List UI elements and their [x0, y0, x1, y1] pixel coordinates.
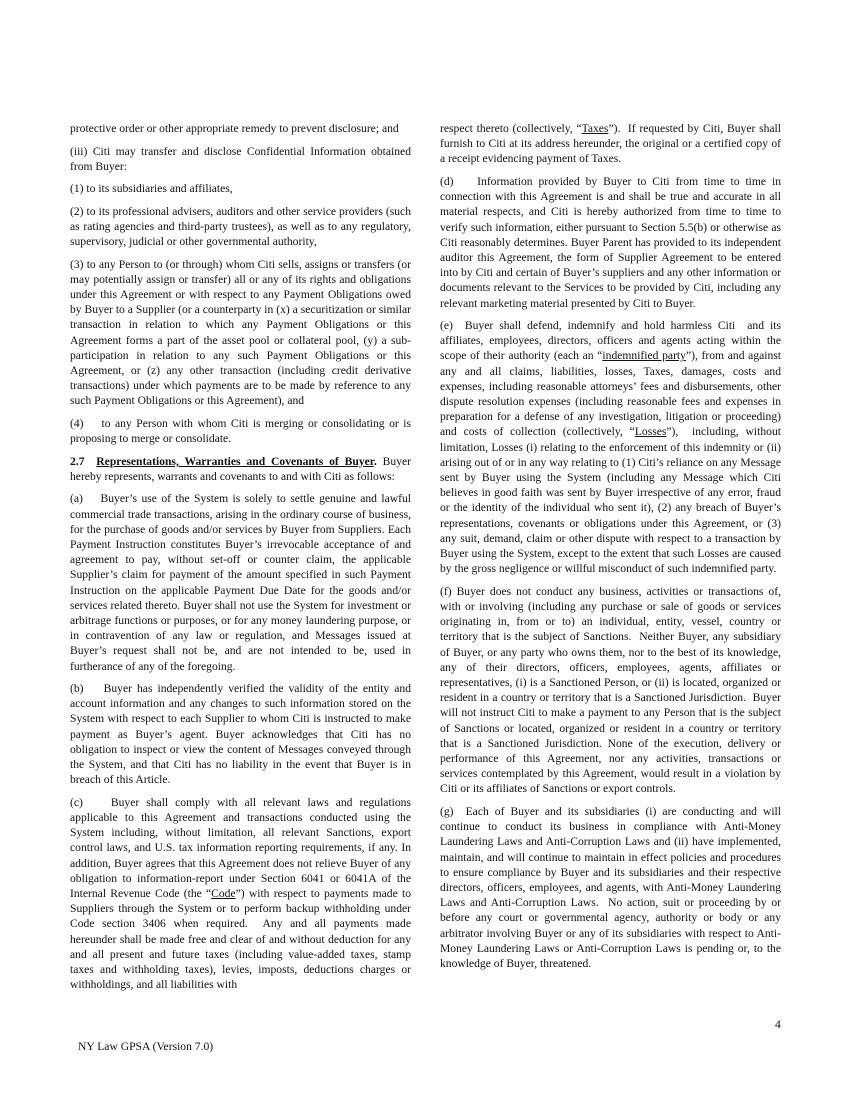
left-column	[70, 121, 411, 1000]
paragraph-1: (1) to its subsidiaries and affiliates,	[70, 182, 233, 196]
paragraph-disclosure-end: protective order or other appropriate remedy to prevent disclosure; and	[70, 122, 399, 135]
page-number: 4	[775, 1018, 781, 1031]
section-number: 2.7	[70, 454, 85, 468]
paragraph-d: (d) Information provided by Buyer to Citi from time to time in connection with this Agreement is and shall be true and accurate in all material respects, and Citi is hereby authorized from time to time to verify such information, either pursuant to Section 5.5(b) or otherwise as Citi reasonably determines. Buyer Parent has provided to its independent auditor this Agreement, the form of Supplier Agreement to be entered into by Citi and certain of Buyer’s suppliers and any other information or documents relevant to the Services to be provided by Citi, including any relevant marketing material presented by Citi to Buyer.	[440, 174, 781, 310]
defined-term-code: Code	[211, 887, 236, 901]
defined-term-losses: Losses	[634, 425, 667, 439]
right-column	[440, 121, 781, 978]
paragraph-b: (b) Buyer has independently verified the validity of the entity and account information and any changes to such information stored on the System with respect to each Supplier to whom Citi is instructed to make payment as Buyer’s agent. Buyer acknowledges that Citi has no obligation to inspect or view the content of Messages conveyed through the System, and that Citi has no liability in the event that Buyer is in breach of this Article.	[70, 682, 411, 787]
paragraph-c: (c) Buyer shall comply with all relevant laws and regulations applicable to this Agreement and transactions conducted using the System including, without limitation, all relevant Sanctions, export control laws, and U.S. tax information reporting requirements, if any. In addition, Buyer agrees that this Agreement does not relieve Buyer of any obligation to information-report under Section 6041 or 6041A of the Internal Revenue Code (the “Code”) with respect to payments made to Suppliers through the System or to perform backup withholding under Code section 3406 when required. Any and all payments made hereunder shall be made free and clear of and without deduction for any and all present and future taxes (including value-added taxes, stamp taxes and withholding taxes), levies, imposts, deductions charges or withholdings, and all liabilities with	[70, 795, 411, 992]
paragraph-f: (f) Buyer does not conduct any business, activities or transactions of, with or involving (including any purchase or sale of goods or services originating in, from or to) an individual, entity, vessel, country or territory that is the subject of Sanctions. Neither Buyer, any subsidiary of Buyer, or any party who owns them, nor to the best of its knowledge, any of their directors, officers, employees, agents, affiliates or representatives, (i) is a Sanctioned Person, or (ii) is located, organized or resident in a country or territory that is a Sanctioned Jurisdiction. Buyer will not instruct Citi to make a payment to any Person that is the subject of Sanctions or located, organized or resident in a country or territory that is a Sanctioned Jurisdiction. None of the execution, delivery or performance of this Agreement, nor any activities, transactions or services contemplated by this Agreement, would result in a violation by Citi or its affiliates of Sanctions or export controls.	[440, 584, 781, 796]
footer: NY Law GPSA (Version 7.0)	[78, 1040, 214, 1053]
paragraph-taxes: respect thereto (collectively, “Taxes”). If requested by Citi, Buyer shall furnish to Citi at its address hereunder, the original or a certified copy of a receipt evidencing payment of Taxes.	[440, 122, 781, 166]
paragraph-3: (3) to any Person to (or through) whom Citi sells, assigns or transfers (or may potentially assign or transfer) all or any of its rights and obligations under this Agreement or with respect to any Payment Obligations owed by Buyer to a Supplier (or a counterparty in (x) a securitization or similar transaction in relation to which any Payment Obligations or this Agreement forms a part of the asset pool or collateral pool, (y) a sub-participation in relation to any such Payment Obligations or this Agreement, or (z) any other transaction (including credit derivative transactions) under which payments are to be made by reference to any such Payment Obligations or this Agreement), and	[70, 257, 411, 408]
section-2-7: 2.7 Representations, Warranties and Covenants of Buyer. Buyer hereby represents, warrants and covenants to and with Citi as follows:	[70, 454, 412, 483]
paragraph-iii: (iii) Citi may transfer and disclose Confidential Information obtained from Buyer:	[70, 144, 411, 173]
defined-term-indemnified-party: indemnified party	[602, 349, 686, 363]
section-title: Representations, Warranties and Covenants of Buyer	[96, 454, 374, 468]
paragraph-a: (a) Buyer’s use of the System is solely to settle genuine and lawful commercial trade transactions, arising in the ordinary course of business, for the purchase of goods and/or services by Buyer from Suppliers. Each Payment Instruction constitutes Buyer’s irrevocable acceptance of and agreement to pay, without set-off or counter claim, the applicable Supplier’s claim for payment of the amount specified in such Payment Instruction on the applicable Payment Due Date for the goods and/or services related thereto. Buyer shall not use the System for investment or arbitrage functions or purposes, or for any money laundering purpose, or in contravention of any law or regulation, and Messages issued at Buyer’s request shall not be, and are not intended to be, used in furtherance of any of the foregoing.	[70, 492, 411, 673]
paragraph-2: (2) to its professional advisers, auditors and other service providers (such as rating agencies and third-party trustees), as well as to any regulatory, supervisory, judicial or other governmental authority,	[70, 204, 411, 249]
paragraph-4: (4) to any Person with whom Citi is merging or consolidating or is proposing to merge or consolidate.	[70, 416, 411, 446]
paragraph-e: (e) Buyer shall defend, indemnify and hold harmless Citi and its affiliates, employees, directors, officers and agents acting within the scope of their authority (each an “indemnified party”), from and against any and all claims, liabilities, losses, Taxes, damages, costs and expenses, including reasonable attorneys’ fees and disbursements, other dispute resolution expenses (including reasonable fees and expenses in preparation for a defense of any investigation, litigation or proceeding) and costs of collection (collectively, “Losses”), including, without limitation, Losses (i) relating to the enforcement of this indemnity or (ii) arising out of or in any way relating to (1) Citi’s reliance on any Message sent by Buyer using the System (including any Message which Citi believes in good faith was sent by Buyer irrespective of any error, fraud or the identity of the individual who sent it), (2) any breach of Buyer’s representations, covenants or obligations under this Agreement, or (3) any suit, demand, claim or other dispute with respect to a transaction by Buyer using the System, except to the extent that such Losses are caused by the gross negligence or willful misconduct of such indemnified party.	[440, 319, 782, 576]
section-intro: Buyer hereby represents, warrants and covenants to and with Citi as follows:	[70, 454, 412, 483]
paragraph-g: (g) Each of Buyer and its subsidiaries (i) are conducting and will continue to conduct its business in compliance with Anti-Money Laundering Laws and Anti-Corruption Laws and (ii) have implemented, maintain, and will continue to maintain in effect policies and procedures to ensure compliance by Buyer and its subsidiaries and their respective directors, officers, employees, and agents, with Anti-Money Laundering Laws and Anti-Corruption Laws. No action, suit or proceeding by or before any court or governmental agency, authority or body or any arbitrator involving Buyer or any of its subsidiaries with respect to Anti-Money Laundering Laws or Anti-Corruption Laws is pending or, to the knowledge of Buyer, threatened.	[440, 804, 781, 970]
defined-term-taxes: Taxes	[581, 122, 609, 135]
